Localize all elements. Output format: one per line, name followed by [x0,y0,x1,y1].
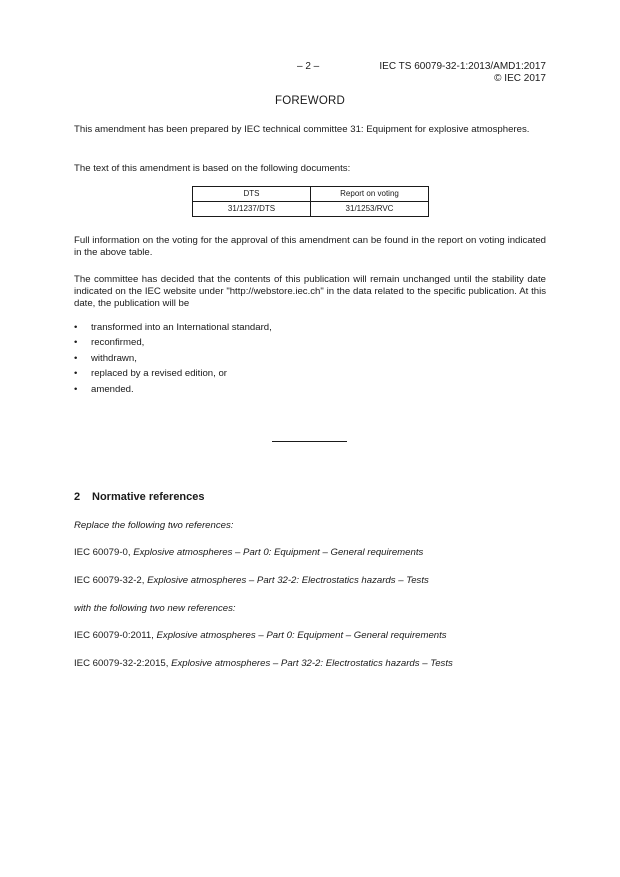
running-header [379,61,546,85]
list-item: • withdrawn, [74,351,272,366]
reference-title: Explosive atmospheres – Part 32-2: Electrostatics hazards – Tests [147,575,429,586]
foreword-title: FOREWORD [275,95,345,107]
reference-title: Explosive atmospheres – Part 0: Equipment – General requirements [156,630,447,641]
section-title: Normative references [92,491,205,503]
bullet-icon: • [74,337,78,349]
foreword-paragraph-committee: This amendment has been prepared by IEC technical committee 31: Equipment for explosive atmospheres. [74,124,530,135]
reference-code: IEC 60079-0, [74,547,134,558]
table-cell: 31/1237/DTS [193,202,311,217]
list-item: • reconfirmed, [74,335,272,350]
table-header-row [193,187,429,202]
bullet-icon: • [74,322,78,333]
bullet-icon: • [74,368,78,380]
table-row [193,202,429,217]
stability-outcomes-list [74,320,272,397]
new-reference-2 [74,658,453,669]
document-identifier: IEC TS 60079-32-1:2013/AMD1:2017 [379,61,546,72]
table-cell: 31/1253/RVC [311,202,429,217]
voting-documents-table [192,186,429,217]
copyright-notice: © IEC 2017 [494,73,546,84]
section-heading [74,491,205,503]
table-header-cell: Report on voting [311,187,429,202]
foreword-paragraph-voting: Full information on the voting for the approval of this amendment can be found in the report on voting indicated in the above table. [74,235,546,258]
bullet-icon: • [74,352,78,364]
new-reference-1 [74,630,447,641]
section-divider [272,441,347,442]
list-item: • amended. [74,382,272,397]
replace-instruction: Replace the following two references: [74,520,234,531]
reference-code: IEC 60079-0:2011, [74,630,157,641]
page-number: – 2 – [297,61,320,72]
reference-code: IEC 60079-32-2, [74,575,148,586]
reference-code: IEC 60079-32-2:2015, [74,658,172,669]
reference-title: Explosive atmospheres – Part 0: Equipment – General requirements [133,547,424,558]
list-item: • replaced by a revised edition, or [74,366,272,381]
section-number: 2 [74,491,81,503]
with-instruction: with the following two new references: [74,603,236,614]
foreword-paragraph-documents: The text of this amendment is based on the following documents: [74,163,351,174]
foreword-paragraph-stability: The committee has decided that the contents of this publication will remain unchanged until the stability date indicated on the IEC website under "http://webstore.iec.ch" in the data related to the specific publication. At this date, the publication will be [74,274,546,309]
table-header-cell: DTS [193,187,311,202]
old-reference-2 [74,575,429,586]
reference-title: Explosive atmospheres – Part 32-2: Electrostatics hazards – Tests [171,658,453,669]
old-reference-1 [74,547,423,558]
list-item: • transformed into an International standard, [74,320,272,335]
bullet-icon: • [74,383,78,395]
